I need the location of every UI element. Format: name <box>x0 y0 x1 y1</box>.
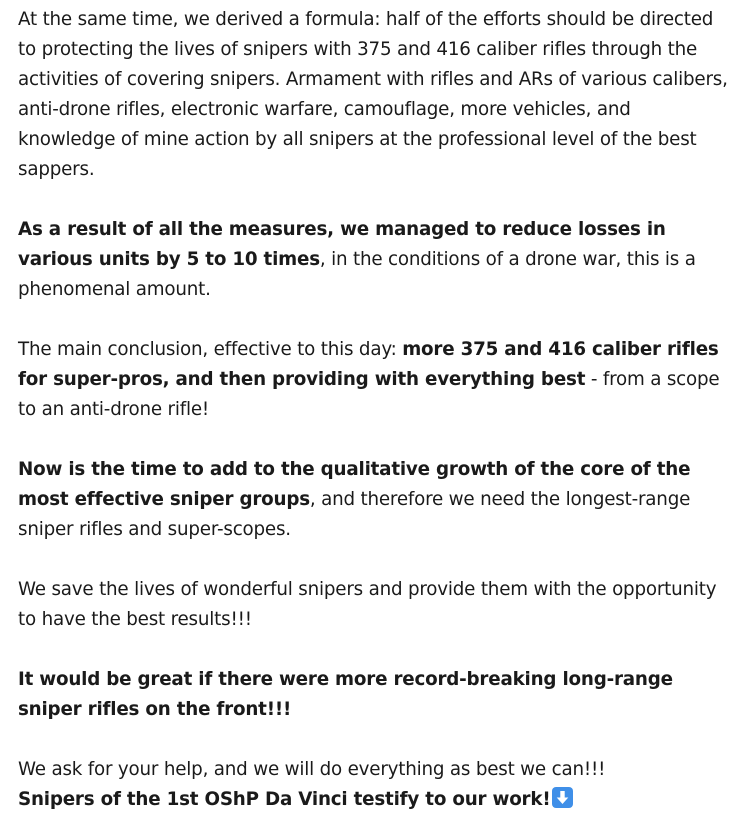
conclusion-highlight: more 375 and 416 caliber rifles for super-pros, and then providing with everything best <box>18 339 719 390</box>
paragraph-formula-text: At the same time, we derived a formula: half of the efforts should be directed to protecting the lives of snipers with 375 and 416 caliber rifles through the activities of covering snipers. Armament with rifles and ARs of various calibers, anti-drone rifles, electronic warfare, camouflage, more vehicles, and knowledge of mine action by all snipers at the professional level of the best sappers. <box>18 9 728 180</box>
record-rifles-highlight: It would be great if there were more record-breaking long-range sniper rifles on the front!!! <box>18 669 673 720</box>
growth-rest: , and therefore we need the longest-range sniper rifles and super-scopes. <box>18 489 691 540</box>
conclusion-intro: The main conclusion, effective to this day: <box>18 339 403 360</box>
paragraph-record-rifles <box>18 665 730 725</box>
signature-line: Snipers of the 1st OShP Da Vinci testify to our work! <box>18 789 551 810</box>
growth-highlight: Now is the time to add to the qualitative growth of the core of the most effective sniper groups <box>18 459 691 510</box>
paragraph-help <box>18 755 730 815</box>
paragraph-losses <box>18 215 730 305</box>
losses-rest: , in the conditions of a drone war, this is a phenomenal amount. <box>18 249 696 300</box>
save-lives-text: We save the lives of wonderful snipers and provide them with the opportunity to have the best results!!! <box>18 579 717 630</box>
paragraph-save-lives <box>18 575 730 635</box>
conclusion-rest: - from a scope to an anti-drone rifle! <box>18 369 720 420</box>
losses-highlight: As a result of all the measures, we managed to reduce losses in various units by 5 to 10 times <box>18 219 666 270</box>
down-arrow-emoji-icon <box>552 787 573 808</box>
paragraph-conclusion <box>18 335 730 425</box>
help-request: We ask for your help, and we will do everything as best we can!!! <box>18 759 606 780</box>
paragraph-formula <box>18 5 730 185</box>
paragraph-growth <box>18 455 730 545</box>
post-text <box>18 5 730 815</box>
